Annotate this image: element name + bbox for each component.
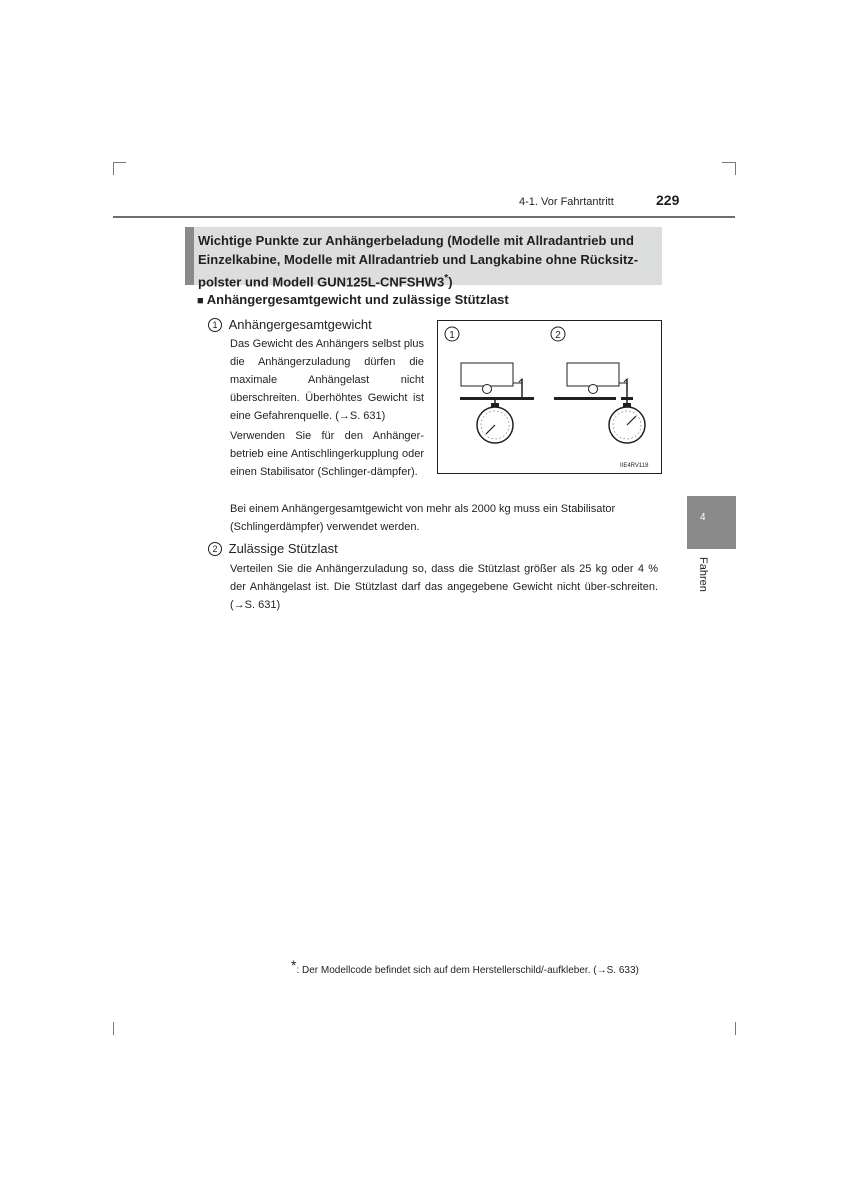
item2-heading-text: Zulässige Stützlast	[228, 541, 338, 556]
chapter-number: 4	[700, 512, 706, 523]
item2-paragraph: Verteilen Sie die Anhängerzuladung so, dass die Stützlast größer als 25 kg oder 4 % der Anhängelast ist. Die Stützlast darf das angegebene Gewicht nicht über-schreiten. (→S. 631)	[230, 563, 658, 611]
trailer-icon	[461, 363, 522, 397]
ground-line	[460, 397, 534, 400]
section-title-box	[185, 227, 662, 290]
item1-heading-text: Anhängergesamtgewicht	[228, 317, 372, 332]
figure-label-2: 2	[555, 330, 561, 341]
item2-heading	[208, 541, 338, 556]
circled-number-1: 1	[208, 318, 222, 332]
section-title: Wichtige Punkte zur Anhängerbeladung (Modelle mit Allradantrieb und Einzelkabine, Modelle mit Allradantrieb und Langkabine ohne Rücksitz-polster und Modell GUN125L-CNFSHW3	[198, 233, 639, 290]
trailer-load-figure	[437, 320, 662, 474]
page-number: 229	[656, 192, 680, 208]
crop-mark	[113, 162, 126, 163]
footnote-text: : Der Modellcode befindet sich auf dem Herstellerschild/-aufkleber. (→S. 633)	[296, 965, 639, 976]
chapter-label: Fahren	[697, 557, 709, 592]
item1-heading	[208, 317, 372, 332]
chapter-tab	[687, 496, 736, 549]
item1-paragraph2: Verwenden Sie für den Anhänger-betrieb eine Antischlingerkupplung oder einen Stabilisator (Schlinger-dämpfer).	[230, 430, 424, 478]
footnote-marker: *	[444, 273, 449, 284]
crop-mark	[113, 1022, 114, 1035]
footnote	[291, 957, 639, 976]
circled-number-2: 2	[208, 542, 222, 556]
header-rule	[113, 216, 735, 218]
sub-heading	[197, 292, 509, 307]
footnote-star: *	[291, 957, 297, 973]
item1-paragraph3: Bei einem Anhängergesamtgewicht von mehr als 2000 kg muss ein Stabilisator (Schlingerdämpfer) verwendet werden.	[230, 503, 616, 533]
figure-label-1: 1	[449, 330, 455, 341]
trailer-icon	[567, 363, 627, 397]
scale-gauge-icon	[609, 397, 645, 443]
square-bullet-icon: ■	[197, 295, 204, 307]
crop-mark	[735, 1022, 736, 1035]
crop-mark	[722, 162, 735, 163]
scale-gauge-icon	[477, 400, 513, 443]
trailer-scale-illustration	[438, 321, 661, 473]
figure-code: IIE4RV118	[620, 463, 649, 469]
header-section-title: 4-1. Vor Fahrtantritt	[519, 196, 614, 208]
section-title-close: )	[448, 274, 453, 290]
ground-line	[554, 397, 616, 400]
item1-paragraph1: Das Gewicht des Anhängers selbst plus die Anhängerzuladung dürfen die maximale Anhängelast nicht überschreiten. Überhöhtes Gewicht ist eine Gefahrenquelle. (→S. 631)	[230, 338, 424, 422]
crop-mark	[735, 162, 736, 175]
sub-heading-text: Anhängergesamtgewicht und zulässige Stützlast	[206, 292, 509, 307]
crop-mark	[113, 162, 114, 175]
